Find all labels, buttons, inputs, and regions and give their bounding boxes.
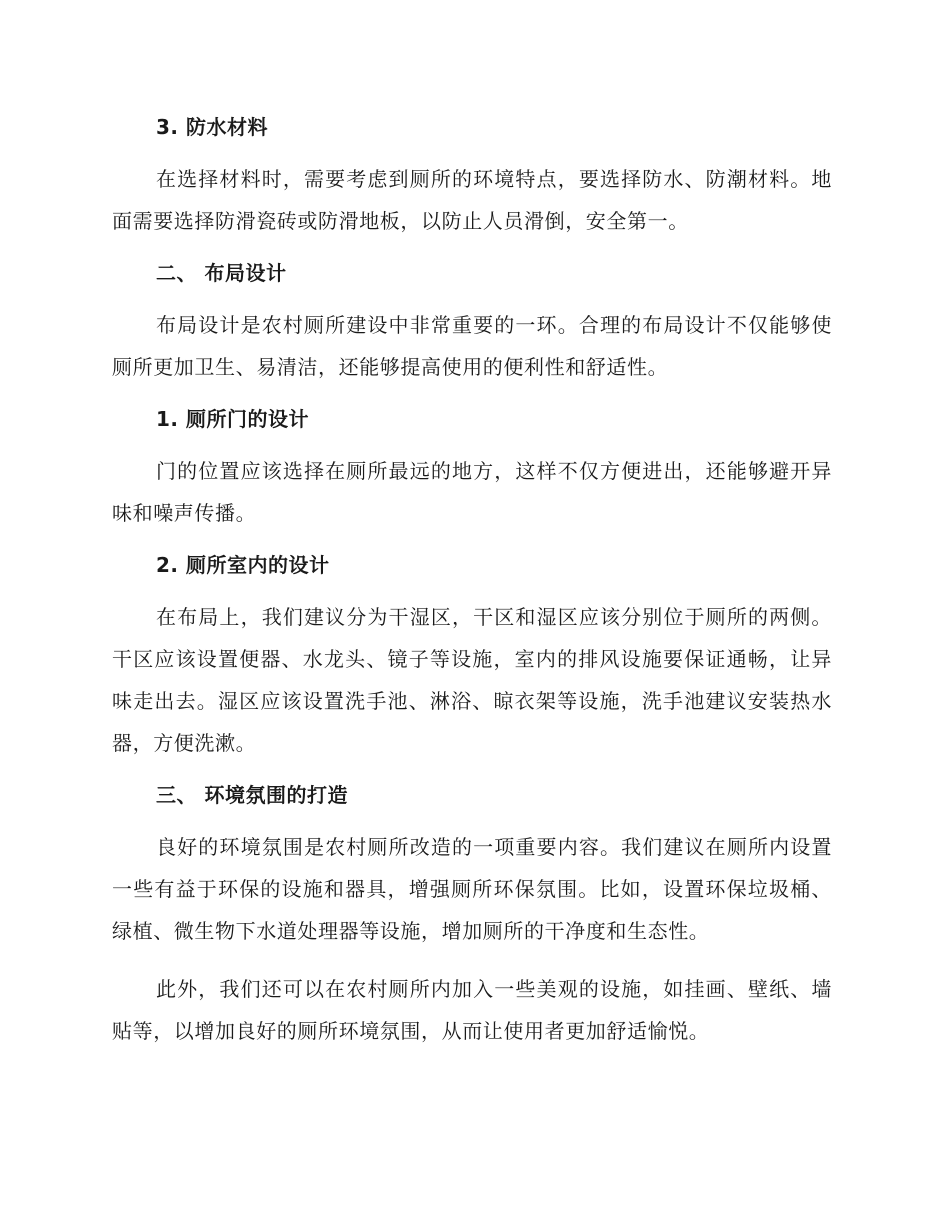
paragraph-interior-design: 在布局上，我们建议分为干湿区，干区和湿区应该分别位于厕所的两侧。干区应该设置便器、水龙头、镜子等设施，室内的排风设施要保证通畅，让异味走出去。湿区应该设置洗手池、淋浴、晾衣架等设施，洗手池建议安装热水器，方便洗漱。 (112, 605, 832, 755)
paragraph-layout-design: 布局设计是农村厕所建设中非常重要的一环。合理的布局设计不仅能够使厕所更加卫生、易清洁，还能够提高使用的便利性和舒适性。 (112, 313, 832, 379)
section-heading-layout-design: 二、 布局设计 (156, 261, 287, 285)
section-heading-environment-atmosphere: 三、 环境氛围的打造 (156, 783, 348, 807)
section-heading-door-design: 1. 厕所门的设计 (156, 407, 309, 431)
paragraph-waterproof-materials: 在选择材料时，需要考虑到厕所的环境特点，要选择防水、防潮材料。地面需要选择防滑瓷砖或防滑地板，以防止人员滑倒，安全第一。 (112, 167, 832, 233)
paragraph-environment-atmosphere: 良好的环境氛围是农村厕所改造的一项重要内容。我们建议在厕所内设置一些有益于环保的设施和器具，增强厕所环保氛围。比如，设置环保垃圾桶、绿植、微生物下水道处理器等设施，增加厕所的干净度和生态性。 (112, 835, 832, 943)
section-heading-waterproof-materials: 3. 防水材料 (156, 115, 268, 139)
document-page (112, 112, 832, 1052)
paragraph-door-design: 门的位置应该选择在厕所最远的地方，这样不仅方便进出，还能够避开异味和噪声传播。 (112, 459, 832, 525)
paragraph-additional-decor: 此外，我们还可以在农村厕所内加入一些美观的设施，如挂画、壁纸、墙贴等，以增加良好的厕所环境氛围，从而让使用者更加舒适愉悦。 (112, 977, 832, 1043)
section-heading-interior-design: 2. 厕所室内的设计 (156, 553, 330, 577)
